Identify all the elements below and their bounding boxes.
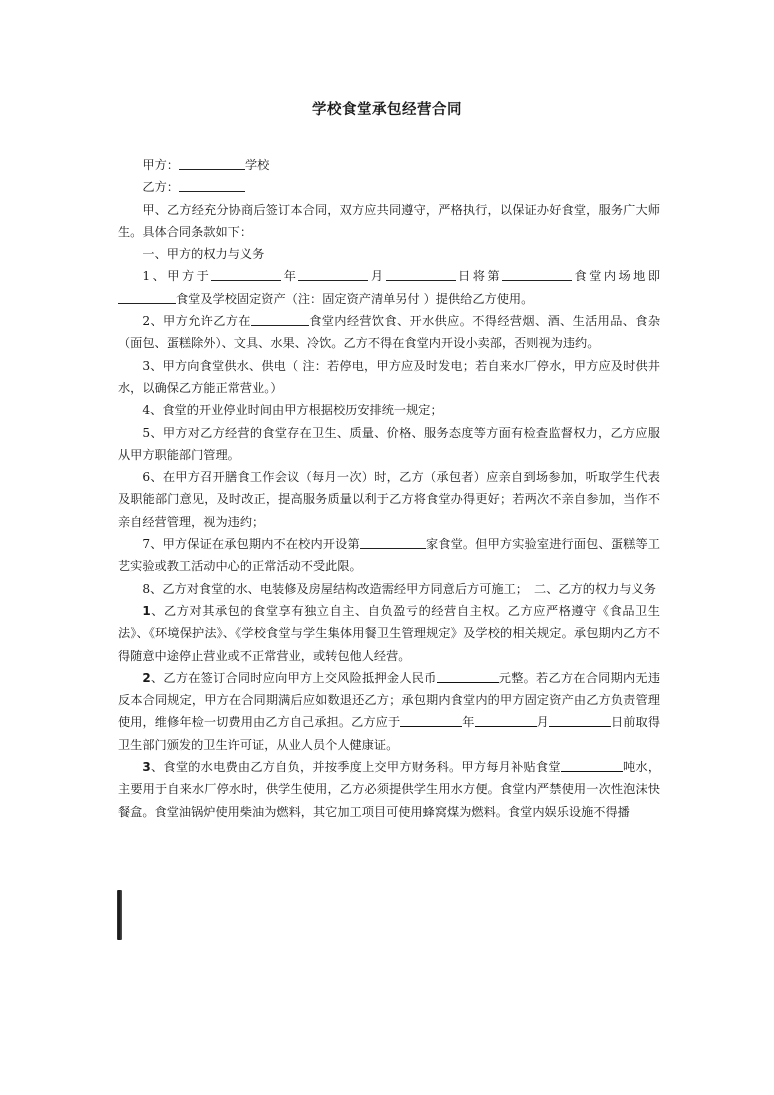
month-blank: [298, 266, 368, 281]
clause-a7-text-1: 7、甲方保证在承包期内不在校内开设第: [142, 537, 360, 552]
clause-b2-text-4: 月: [536, 715, 549, 730]
canteen-no-blank: [502, 266, 572, 281]
clause-a8: 8、乙方对食堂的水、电装修及房屋结构改造需经甲方同意后方可施工； 二、乙方的权力与义务: [142, 581, 656, 596]
party-a-line: [118, 154, 660, 176]
preamble: 甲、乙方经充分协商后签订本合同，双方应共同遵守，严格执行，以保证办好食堂，服务广大师生。具体合同条款如下：: [118, 202, 660, 239]
clause-a1-text-1: 1、甲方于: [142, 269, 212, 284]
scan-mark: [117, 890, 122, 940]
license-month-blank: [475, 712, 537, 727]
clause-b2-text-1: 、乙方在签订合同时应向甲方上交风险抵押金人民币: [150, 670, 437, 685]
clause-a2-text-1: 2、甲方允许乙方在: [142, 314, 251, 329]
clause-a3: 3、甲方向食堂供水、供电（ 注：若停电，甲方应及时发电；若自来水厂停水，甲方应及时供井水，以确保乙方能正常营业。）: [118, 358, 660, 395]
clause-a5: 5、甲方对乙方经营的食堂存在卫生、质量、价格、服务态度等方面有检查监督权力，乙方应服从甲方职能部门管理。: [118, 425, 660, 462]
clause-b2-text-2: 元整。若乙方在合同期内无违反本合同规定，甲方在合同期满后应如数退还乙方；承包期内食堂内的甲方固定资产由乙方负责管理使用，维修年检一切费用由乙方自己承担。乙方应于: [118, 670, 661, 730]
clause-a1-text-3: 月: [368, 269, 386, 284]
deposit-blank: [437, 668, 499, 683]
clause-a1-text-4: 日将第: [455, 269, 503, 284]
party-b-blank: [179, 177, 245, 192]
section-1-heading: 一、甲方的权力与义务: [142, 247, 265, 262]
clause-a2-text-2: 食堂内经营饮食、开水供应。不得经营烟、酒、生活用品、食杂（面包、蛋糕除外）、文具、水果、冷饮。乙方不得在食堂内开设小卖部，否则视为违约。: [118, 314, 661, 351]
clause-b1: [118, 600, 660, 667]
clause-a7-text-2: 家食堂。但甲方实验室进行面包、蛋糕等工艺实验或教工活动中心的正常活动不受此限。: [118, 537, 660, 574]
party-a-blank: [179, 155, 245, 170]
water-subsidy-blank: [561, 757, 623, 772]
clause-b1-text: 、乙方对其承包的食堂享有独立自主、自负盈亏的经营自主权。乙方应严格遵守《食品卫生法》、《环境保护法》、《学校食堂与学生集体用餐卫生管理规定》及学校的相关规定。承包期内乙方不得随意中途停止营业或不正常营业，或转包他人经营。: [118, 603, 660, 663]
day-blank: [386, 266, 456, 281]
canteen-name-blank: [118, 289, 176, 304]
clause-b1-number: 1: [142, 603, 151, 618]
clause-b3-text-1: 、食堂的水电费由乙方自负，并按季度上交甲方财务科。甲方每月补贴食堂: [150, 760, 561, 775]
clause-a2-blank: [251, 311, 309, 326]
license-day-blank: [549, 712, 611, 727]
party-a-suffix: 学校: [244, 158, 270, 172]
clause-b2-text-5: 日前取得卫生部门颁发的卫生许可证，从业人员个人健康证。: [118, 715, 661, 752]
document-title: 学校食堂承包经营合同: [312, 102, 462, 118]
clause-a4: 4、食堂的开业停业时间由甲方根据校历安排统一规定；: [142, 403, 443, 418]
clause-a2: [118, 310, 660, 355]
clause-b2-number: 2: [142, 670, 151, 685]
year-blank: [211, 266, 281, 281]
clause-b3-number: 3: [142, 760, 151, 775]
clause-a1-text-5: 食堂内场地即: [572, 269, 661, 284]
clause-a1-text-2: 年: [281, 269, 299, 284]
clause-b3: [118, 756, 660, 823]
license-year-blank: [400, 712, 462, 727]
clause-a7-blank: [360, 534, 426, 549]
clause-a1: [118, 265, 660, 310]
clause-a7: [118, 533, 660, 578]
party-b-line: [118, 176, 660, 198]
clause-b3-text-2: 吨水，主要用于自来水厂停水时，供学生使用，乙方必须提供学生用水方便。食堂内严禁使用一次性泡沫快餐盒。食堂油锅炉使用柴油为燃料，其它加工项目可使用蜂窝煤为燃料。食堂内娱乐设施不得播: [118, 760, 661, 819]
party-a-label: 甲方：: [142, 158, 179, 172]
clause-b2: [118, 667, 660, 756]
party-b-label: 乙方：: [142, 180, 179, 195]
clause-a6: 6、在甲方召开膳食工作会议（每月一次）时，乙方（承包者）应亲自到场参加，听取学生代表及职能部门意见，及时改正，提高服务质量以利于乙方将食堂办得更好；若两次不亲自参加，当作不亲自经营管理，视为违约；: [118, 470, 660, 529]
contract-body: [118, 154, 660, 823]
clause-a1-text-6: 食堂及学校固定资产（注：固定资产清单另付 ）提供给乙方使用。: [176, 291, 534, 306]
clause-b2-text-3: 年: [462, 715, 475, 730]
